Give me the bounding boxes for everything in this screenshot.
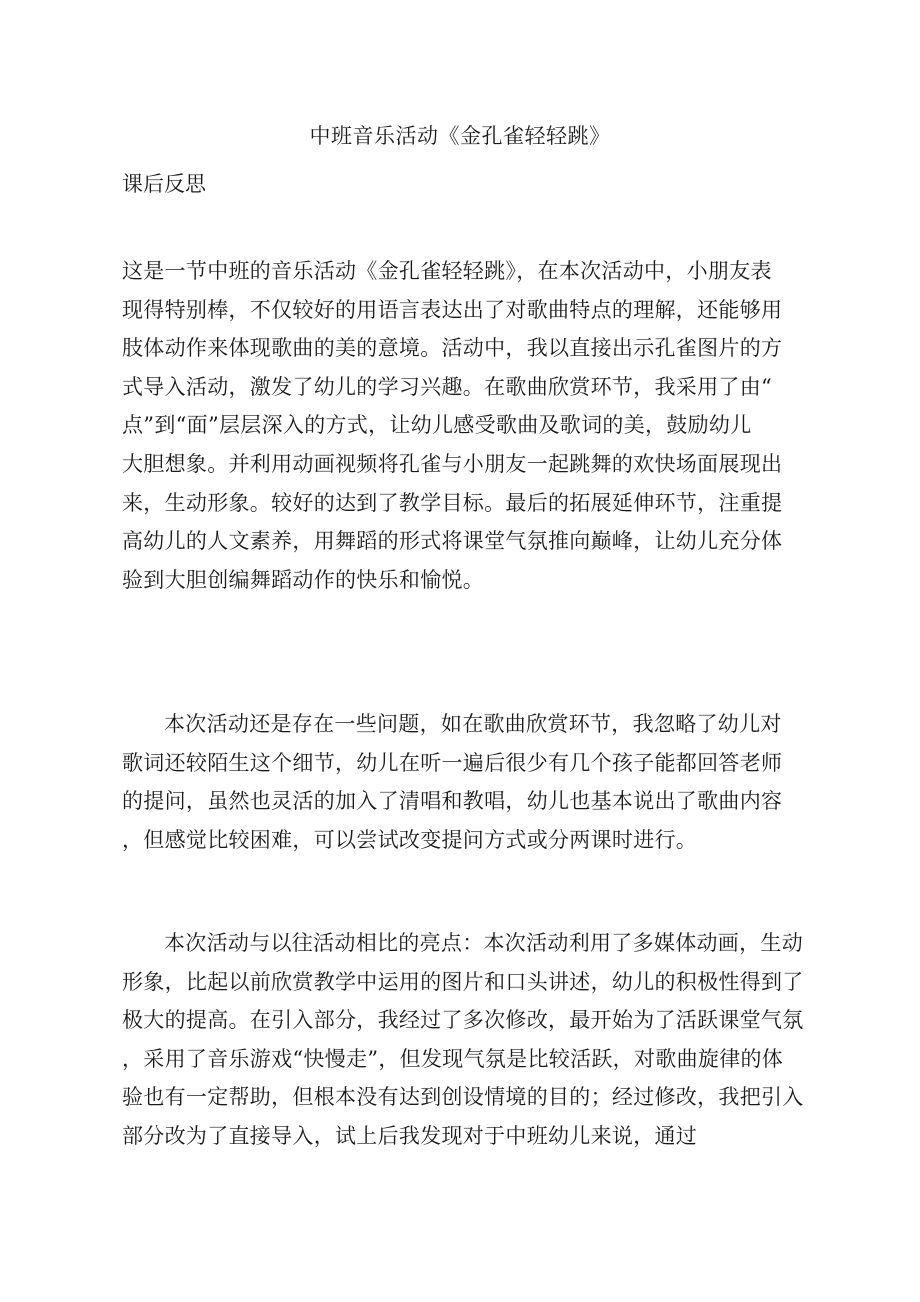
paragraph-line: 部分改为了直接导入，试上后我发现对于中班幼儿来说，通过 — [122, 1123, 698, 1148]
paragraph-line: 高幼儿的人文素养，用舞蹈的形式将课堂气氛推向巅峰，让幼儿充分体 — [122, 529, 783, 554]
paragraph-line: 本次活动还是存在一些问题，如在歌曲欣赏环节，我忽略了幼儿对 — [164, 712, 782, 736]
paragraph-line: 验到大胆创编舞蹈动作的快乐和愉悦。 — [122, 567, 485, 592]
paragraph-line: ，但感觉比较困难，可以尝试改变提问方式或分两课时进行。 — [122, 827, 698, 852]
paragraph-line: 形象，比起以前欣赏教学中运用的图片和口头讲述，幼儿的积极性得到了 — [122, 969, 804, 994]
paragraph-line: 歌词还较陌生这个细节，幼儿在听一遍后很少有几个孩子能都回答老师 — [122, 750, 783, 775]
paragraph-line: 极大的提高。在引入部分，我经过了多次修改，最开始为了活跃课堂气氛 — [122, 1008, 804, 1033]
paragraph-line: 式导入活动，激发了幼儿的学习兴趣。在歌曲欣赏环节，我采用了由“ — [122, 374, 773, 399]
paragraph-line: 来，生动形象。较好的达到了教学目标。最后的拓展延伸环节，注重提 — [122, 490, 783, 515]
paragraph-line: 本次活动与以往活动相比的亮点：本次活动利用了多媒体动画，生动 — [164, 931, 803, 955]
paragraph-1 — [122, 252, 798, 599]
paragraph-3 — [122, 924, 804, 1156]
paragraph-2 — [122, 705, 798, 859]
paragraph-line: ，采用了音乐游戏“快慢走”，但发现气氛是比较活跃，对歌曲旋律的体 — [122, 1046, 784, 1071]
paragraph-line: 现得特别棒，不仅较好的用语言表达出了对歌曲特点的理解，还能够用 — [122, 297, 783, 322]
paragraph-line: 验也有一定帮助，但根本没有达到创设情境的目的；经过修改，我把引入 — [122, 1085, 804, 1110]
paragraph-line: 的提问，虽然也灵活的加入了清唱和教唱，幼儿也基本说出了歌曲内容 — [122, 789, 783, 814]
paragraph-line: 大胆想象。并利用动画视频将孔雀与小朋友一起跳舞的欢快场面展现出 — [122, 451, 783, 476]
document-title: 中班音乐活动《金孔雀轻轻跳》 — [309, 124, 611, 148]
paragraph-line: 肢体动作来体现歌曲的美的意境。活动中，我以直接出示孔雀图片的方 — [122, 336, 783, 361]
section-heading: 课后反思 — [122, 172, 206, 196]
paragraph-line: 点”到“面”层层深入的方式，让幼儿感受歌曲及歌词的美，鼓励幼儿 — [122, 413, 752, 438]
paragraph-line: 这是一节中班的音乐活动《金孔雀轻轻跳》，在本次活动中，小朋友表 — [122, 259, 772, 283]
